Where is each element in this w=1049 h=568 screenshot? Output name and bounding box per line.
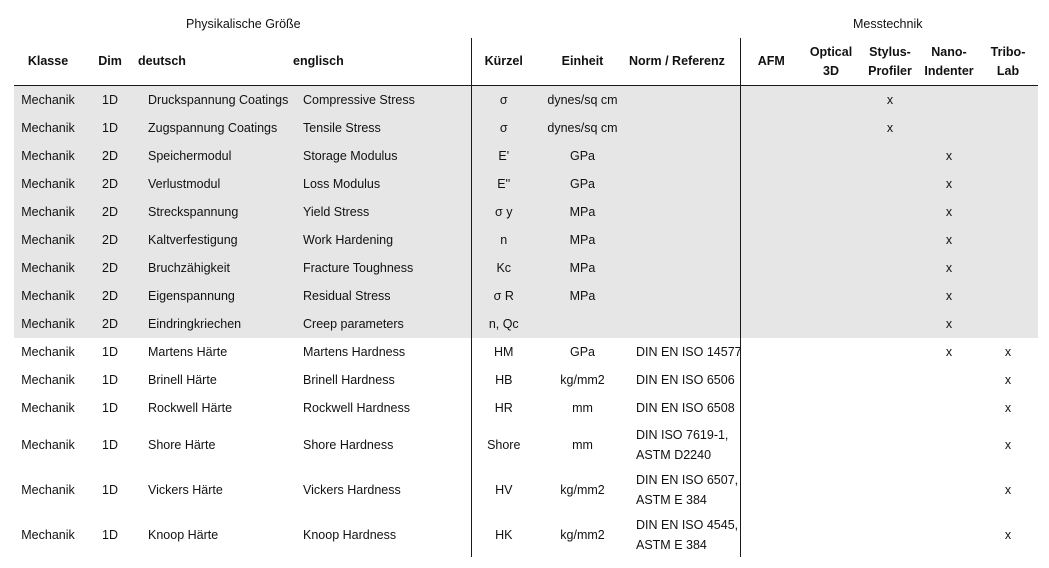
- cell-afm: [740, 394, 802, 422]
- cell-einheit: MPa: [536, 254, 629, 282]
- cell-norm: [629, 86, 740, 115]
- cell-einheit: dynes/sq cm: [536, 114, 629, 142]
- col-header-nano-line1: Nano-: [931, 44, 967, 59]
- cell-afm: [740, 86, 802, 115]
- table-row: [14, 226, 1038, 254]
- table-row: [14, 170, 1038, 198]
- measurement-table: [14, 38, 1038, 557]
- cell-englisch: Knoop Hardness: [303, 527, 397, 542]
- cell-deutsch: Shore Härte: [148, 437, 216, 452]
- cell-stylus: [860, 310, 920, 338]
- table-row: [14, 142, 1038, 170]
- cell-stylus: [860, 198, 920, 226]
- cell-optical3d: [802, 254, 860, 282]
- col-header-afm: AFM: [740, 38, 802, 86]
- cell-dim: 1D: [82, 86, 138, 115]
- table-row: [14, 310, 1038, 338]
- cell-einheit: GPa: [536, 142, 629, 170]
- cell-nano: [920, 86, 978, 115]
- cell-deutsch: Eigenspannung: [138, 282, 293, 310]
- cell-afm: [740, 310, 802, 338]
- cell-dim: 2D: [82, 142, 138, 170]
- norm-line: DIN EN ISO 4545,: [636, 517, 739, 532]
- cell-afm: [740, 226, 802, 254]
- cell-stylus: [860, 254, 920, 282]
- cell-norm: [629, 170, 740, 198]
- cell-englisch: Residual Stress: [293, 282, 471, 310]
- col-header-nano: [920, 38, 978, 86]
- cell-stylus: [860, 170, 920, 198]
- cell-optical3d: [802, 366, 860, 394]
- cell-afm: [740, 142, 802, 170]
- norm-line: ASTM E 384: [636, 492, 707, 507]
- cell-stylus: x: [860, 114, 920, 142]
- cell-klasse: Mechanik: [14, 170, 82, 198]
- cell-tribo: [978, 86, 1038, 115]
- cell-dim: 2D: [82, 170, 138, 198]
- cell-einheit: MPa: [536, 282, 629, 310]
- cell-kuerzel: σ: [471, 114, 536, 142]
- cell-deutsch: Kaltverfestigung: [138, 226, 293, 254]
- cell-stylus: [860, 142, 920, 170]
- header-row: [14, 38, 1038, 86]
- cell-einheit: dynes/sq cm: [536, 86, 629, 115]
- cell-afm: [740, 338, 802, 366]
- norm-line: ASTM E 384: [636, 537, 707, 552]
- table-row: [14, 422, 1038, 467]
- cell-afm: [740, 254, 802, 282]
- cell-afm: [740, 512, 802, 557]
- cell-dim: 1D: [82, 114, 138, 142]
- cell-dim: 2D: [82, 282, 138, 310]
- cell-stylus: [860, 422, 920, 467]
- cell-afm: [740, 170, 802, 198]
- cell-norm: [629, 282, 740, 310]
- cell-norm: [629, 226, 740, 254]
- cell-optical3d: [802, 282, 860, 310]
- cell-nano: [920, 512, 978, 557]
- cell-kuerzel: n: [471, 226, 536, 254]
- cell-afm: [740, 114, 802, 142]
- table-row: [14, 282, 1038, 310]
- group-title-measurement: Messtechnik: [853, 17, 923, 31]
- cell-kuerzel: σ y: [471, 198, 536, 226]
- table-body: [14, 86, 1038, 558]
- cell-englisch: Storage Modulus: [293, 142, 471, 170]
- col-header-klasse: Klasse: [14, 38, 82, 86]
- cell-optical3d: [802, 338, 860, 366]
- cell-nano: x: [920, 142, 978, 170]
- table-row: [14, 467, 1038, 512]
- cell-kuerzel: Shore: [471, 422, 536, 467]
- cell-optical3d: [802, 170, 860, 198]
- cell-einheit: GPa: [536, 170, 629, 198]
- table-row: [14, 366, 1038, 394]
- norm-line: DIN EN ISO 6508: [636, 401, 735, 415]
- cell-klasse: Mechanik: [14, 142, 82, 170]
- col-header-optical3d: [802, 38, 860, 86]
- cell-nano: x: [920, 170, 978, 198]
- col-header-norm: Norm / Referenz: [629, 38, 740, 86]
- cell-stylus: [860, 226, 920, 254]
- cell-kuerzel: HM: [471, 338, 536, 366]
- cell-einheit: mm: [572, 401, 593, 415]
- cell-norm: [629, 366, 740, 394]
- cell-tribo: [978, 254, 1038, 282]
- cell-tribo: [978, 198, 1038, 226]
- norm-line: DIN ISO 7619-1,: [636, 427, 729, 442]
- cell-einheit: MPa: [536, 198, 629, 226]
- cell-englisch: Compressive Stress: [293, 86, 471, 115]
- cell-optical3d: [802, 310, 860, 338]
- cell-englisch: Fracture Toughness: [293, 254, 471, 282]
- cell-einheit: kg/mm2: [560, 373, 605, 387]
- norm-line: DIN EN ISO 6506: [636, 373, 735, 387]
- cell-stylus: [860, 338, 920, 366]
- cell-englisch: Work Hardening: [293, 226, 471, 254]
- cell-kuerzel: HR: [471, 394, 536, 422]
- col-header-dim: Dim: [82, 38, 138, 86]
- cell-nano: x: [920, 254, 978, 282]
- cell-deutsch: Eindringkriechen: [138, 310, 293, 338]
- col-header-deutsch: deutsch: [138, 38, 293, 86]
- cell-kuerzel: E'': [471, 170, 536, 198]
- cell-klasse: Mechanik: [14, 114, 82, 142]
- norm-line: ASTM D2240: [636, 447, 712, 462]
- cell-deutsch: Bruchzähigkeit: [138, 254, 293, 282]
- col-header-kuerzel: Kürzel: [471, 38, 536, 86]
- cell-norm: [629, 422, 740, 467]
- cell-einheit: [536, 310, 629, 338]
- cell-dim: 2D: [82, 198, 138, 226]
- cell-optical3d: [802, 86, 860, 115]
- cell-stylus: [860, 366, 920, 394]
- cell-optical3d: [802, 394, 860, 422]
- cell-norm: [629, 467, 740, 512]
- cell-norm: [629, 310, 740, 338]
- cell-englisch: Creep parameters: [293, 310, 471, 338]
- cell-nano: [920, 467, 978, 512]
- cell-kuerzel: HV: [471, 467, 536, 512]
- cell-dim: 2D: [82, 254, 138, 282]
- col-header-nano-line2: Indenter: [924, 63, 974, 78]
- cell-englisch: Brinell Hardness: [303, 373, 395, 387]
- cell-tribo: x: [1004, 345, 1012, 359]
- cell-klasse: Mechanik: [21, 373, 75, 387]
- cell-kuerzel: σ R: [471, 282, 536, 310]
- cell-dim: 1D: [102, 401, 118, 415]
- col-header-englisch: englisch: [293, 38, 471, 86]
- cell-optical3d: [802, 512, 860, 557]
- cell-klasse: Mechanik: [21, 401, 75, 415]
- cell-tribo: x: [1004, 482, 1012, 497]
- cell-einheit: mm: [572, 437, 593, 452]
- cell-dim: 1D: [102, 527, 118, 542]
- table-row: [14, 86, 1038, 115]
- cell-englisch: Rockwell Hardness: [303, 401, 410, 415]
- cell-tribo: [978, 226, 1038, 254]
- cell-einheit: MPa: [536, 226, 629, 254]
- table-row: [14, 254, 1038, 282]
- col-header-tribo: [978, 38, 1038, 86]
- cell-deutsch: Speichermodul: [138, 142, 293, 170]
- cell-optical3d: [802, 226, 860, 254]
- cell-tribo: [978, 310, 1038, 338]
- cell-afm: [740, 467, 802, 512]
- cell-klasse: Mechanik: [14, 226, 82, 254]
- cell-klasse: Mechanik: [21, 345, 75, 359]
- cell-kuerzel: σ: [471, 86, 536, 115]
- cell-tribo: x: [1004, 527, 1012, 542]
- cell-norm: [629, 254, 740, 282]
- cell-afm: [740, 422, 802, 467]
- cell-norm: [629, 114, 740, 142]
- cell-nano: x: [920, 226, 978, 254]
- cell-optical3d: [802, 114, 860, 142]
- table-row: [14, 512, 1038, 557]
- cell-deutsch: Knoop Härte: [148, 527, 219, 542]
- cell-norm: [629, 512, 740, 557]
- cell-kuerzel: E': [471, 142, 536, 170]
- col-header-optical3d-line1: Optical: [809, 44, 853, 59]
- cell-deutsch: Streckspannung: [138, 198, 293, 226]
- cell-klasse: Mechanik: [14, 86, 82, 115]
- table-row: [14, 114, 1038, 142]
- cell-deutsch: Martens Härte: [148, 345, 228, 359]
- col-header-tribo-line1: Tribo-: [990, 44, 1026, 59]
- cell-norm: [629, 198, 740, 226]
- cell-nano: [920, 394, 978, 422]
- cell-englisch: Loss Modulus: [293, 170, 471, 198]
- cell-deutsch: Zugspannung Coatings: [138, 114, 293, 142]
- cell-tribo: [978, 170, 1038, 198]
- cell-kuerzel: n, Qc: [471, 310, 536, 338]
- cell-optical3d: [802, 422, 860, 467]
- cell-klasse: Mechanik: [21, 482, 75, 497]
- cell-einheit: GPa: [569, 345, 595, 359]
- col-header-einheit: Einheit: [536, 38, 629, 86]
- cell-tribo: x: [1004, 437, 1012, 452]
- cell-stylus: [860, 467, 920, 512]
- cell-klasse: Mechanik: [14, 282, 82, 310]
- cell-englisch: Martens Hardness: [303, 345, 406, 359]
- norm-line: DIN EN ISO 6507,: [636, 472, 739, 487]
- norm-line: DIN EN ISO 14577: [636, 345, 742, 359]
- cell-englisch: Vickers Hardness: [303, 482, 401, 497]
- cell-afm: [740, 366, 802, 394]
- col-header-optical3d-line2: 3D: [823, 63, 839, 78]
- cell-afm: [740, 198, 802, 226]
- cell-nano: [920, 422, 978, 467]
- cell-nano: x: [920, 198, 978, 226]
- cell-nano: x: [920, 310, 978, 338]
- cell-kuerzel: HB: [471, 366, 536, 394]
- cell-stylus: [860, 394, 920, 422]
- cell-dim: 1D: [102, 345, 118, 359]
- cell-tribo: [978, 282, 1038, 310]
- cell-englisch: Shore Hardness: [303, 437, 394, 452]
- col-header-stylus-line1: Stylus-: [869, 44, 911, 59]
- cell-deutsch: Vickers Härte: [148, 482, 223, 497]
- cell-norm: [629, 338, 740, 366]
- cell-stylus: x: [860, 86, 920, 115]
- cell-optical3d: [802, 198, 860, 226]
- table-row: [14, 338, 1038, 366]
- cell-deutsch: Druckspannung Coatings: [138, 86, 293, 115]
- group-title-physical: Physikalische Größe: [186, 17, 301, 31]
- cell-englisch: Yield Stress: [293, 198, 471, 226]
- cell-dim: 2D: [82, 226, 138, 254]
- cell-tribo: [978, 142, 1038, 170]
- cell-norm: [629, 142, 740, 170]
- table-row: [14, 198, 1038, 226]
- cell-stylus: [860, 282, 920, 310]
- cell-stylus: [860, 512, 920, 557]
- cell-optical3d: [802, 467, 860, 512]
- table-row: [14, 394, 1038, 422]
- cell-nano: x: [920, 282, 978, 310]
- cell-dim: 1D: [102, 373, 118, 387]
- cell-optical3d: [802, 142, 860, 170]
- col-header-stylus-line2: Profiler: [868, 63, 912, 78]
- cell-nano: [920, 366, 978, 394]
- cell-nano: [920, 114, 978, 142]
- cell-klasse: Mechanik: [14, 310, 82, 338]
- cell-englisch: Tensile Stress: [293, 114, 471, 142]
- cell-dim: 1D: [102, 482, 118, 497]
- cell-klasse: Mechanik: [14, 254, 82, 282]
- cell-afm: [740, 282, 802, 310]
- cell-deutsch: Rockwell Härte: [148, 401, 233, 415]
- cell-dim: 1D: [102, 437, 118, 452]
- cell-kuerzel: HK: [471, 512, 536, 557]
- cell-kuerzel: Kc: [471, 254, 536, 282]
- cell-klasse: Mechanik: [21, 527, 75, 542]
- cell-nano: x: [945, 345, 953, 359]
- cell-deutsch: Brinell Härte: [148, 373, 217, 387]
- cell-klasse: Mechanik: [14, 198, 82, 226]
- col-header-tribo-line2: Lab: [996, 63, 1020, 78]
- cell-tribo: x: [1004, 373, 1012, 387]
- cell-einheit: kg/mm2: [560, 527, 605, 542]
- cell-dim: 2D: [82, 310, 138, 338]
- col-header-stylus: [860, 38, 920, 86]
- cell-klasse: Mechanik: [21, 437, 75, 452]
- cell-tribo: x: [1004, 401, 1012, 415]
- cell-einheit: kg/mm2: [560, 482, 605, 497]
- cell-norm: [629, 394, 740, 422]
- cell-deutsch: Verlustmodul: [138, 170, 293, 198]
- cell-tribo: [978, 114, 1038, 142]
